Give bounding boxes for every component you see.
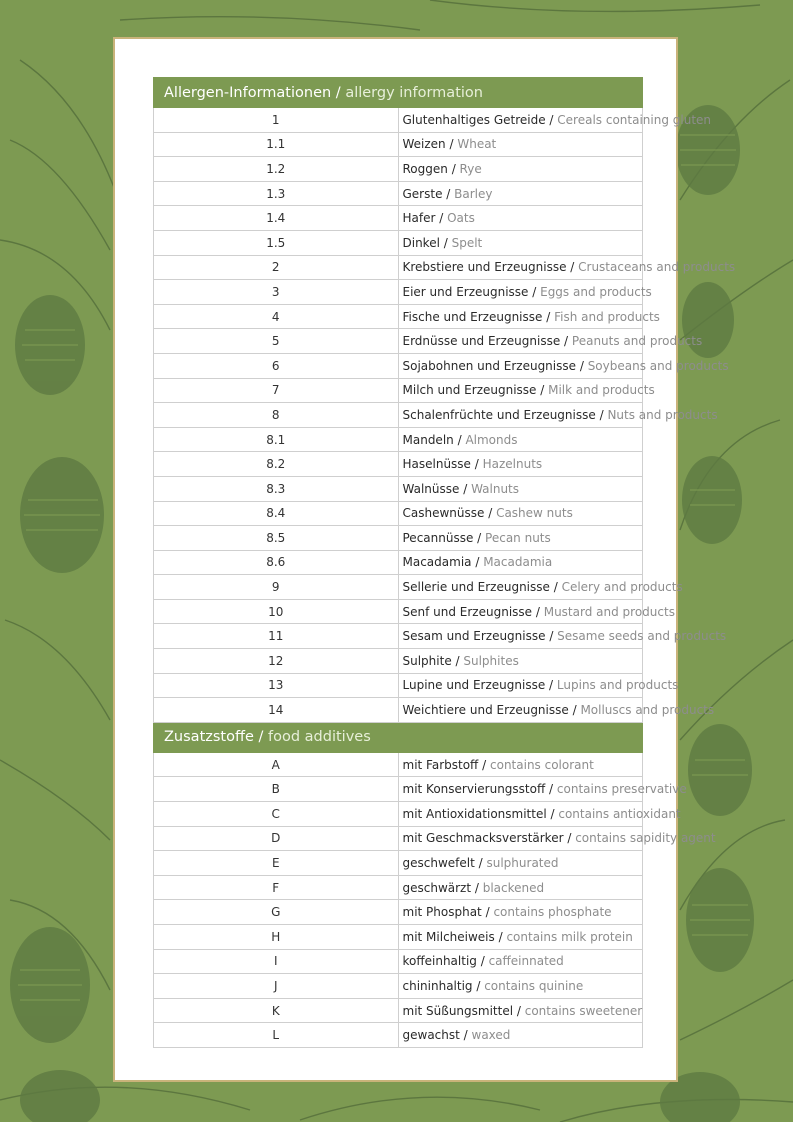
row-description bbox=[398, 900, 643, 925]
row-description bbox=[398, 452, 643, 477]
table-row bbox=[154, 649, 643, 674]
row-label-en: Wheat bbox=[457, 137, 497, 152]
row-label-de: Sulphite bbox=[402, 653, 452, 668]
row-separator: / bbox=[576, 358, 588, 373]
row-label-en: Crustaceans and products bbox=[578, 260, 736, 275]
row-code: 5 bbox=[154, 329, 399, 354]
row-description bbox=[398, 649, 643, 674]
row-label-de: Gerste bbox=[402, 186, 443, 201]
row-label-de: mit Farbstoff bbox=[402, 757, 479, 772]
allergen-card bbox=[113, 37, 736, 1082]
row-label-en: Cashew nuts bbox=[496, 506, 573, 521]
row-separator: / bbox=[484, 506, 497, 521]
row-separator: / bbox=[536, 383, 549, 398]
section-title-en: allergy information bbox=[345, 84, 483, 101]
table-row bbox=[154, 230, 643, 255]
row-separator: / bbox=[481, 905, 494, 920]
table-row bbox=[154, 280, 643, 305]
row-separator: / bbox=[447, 161, 460, 176]
row-separator: / bbox=[560, 334, 572, 349]
row-code: C bbox=[154, 802, 399, 827]
row-label-de: mit Konservierungsstoff bbox=[402, 782, 546, 797]
row-label-en: contains sweetener bbox=[524, 1003, 643, 1018]
row-code: 8.2 bbox=[154, 452, 399, 477]
section-title-de: Allergen-Informationen bbox=[164, 84, 332, 101]
row-separator: / bbox=[478, 757, 490, 772]
section-title-de: Zusatzstoffe bbox=[164, 729, 254, 746]
row-label-en: Cereals containing gluten bbox=[557, 112, 712, 127]
row-label-de: Sesam und Erzeugnisse bbox=[402, 629, 546, 644]
row-label-en: contains colorant bbox=[490, 757, 594, 772]
row-separator: / bbox=[563, 831, 576, 846]
row-label-en: Eggs and products bbox=[540, 284, 652, 299]
section-header bbox=[154, 78, 643, 108]
row-description bbox=[398, 526, 643, 551]
row-code: 1 bbox=[154, 108, 399, 133]
table-row bbox=[154, 427, 643, 452]
row-code: 1.3 bbox=[154, 181, 399, 206]
row-separator: / bbox=[439, 235, 452, 250]
row-description bbox=[398, 403, 718, 428]
row-code: 1.5 bbox=[154, 230, 399, 255]
row-description bbox=[398, 974, 643, 999]
row-label-de: Sojabohnen und Erzeugnisse bbox=[402, 358, 577, 373]
row-code: 1.4 bbox=[154, 206, 399, 231]
row-code: 13 bbox=[154, 673, 399, 698]
row-code: 7 bbox=[154, 378, 399, 403]
row-code: B bbox=[154, 777, 399, 802]
row-label-en: Almonds bbox=[465, 432, 518, 447]
table-row bbox=[154, 378, 643, 403]
row-description bbox=[398, 206, 643, 231]
row-label-de: Weizen bbox=[402, 137, 446, 152]
row-separator: / bbox=[453, 432, 466, 447]
row-code: 12 bbox=[154, 649, 399, 674]
row-label-en: Mustard and products bbox=[543, 604, 675, 619]
section-header bbox=[154, 722, 643, 752]
section-title-separator: / bbox=[331, 84, 346, 101]
row-label-de: Erdnüsse und Erzeugnisse bbox=[402, 334, 561, 349]
section-title bbox=[154, 722, 643, 752]
row-label-de: Roggen bbox=[402, 161, 448, 176]
row-label-en: contains sapidity agent bbox=[575, 831, 716, 846]
row-label-de: Glutenhaltiges Getreide bbox=[402, 112, 546, 127]
row-label-en: sulphurated bbox=[486, 856, 559, 871]
row-code: 1.2 bbox=[154, 157, 399, 182]
row-code: A bbox=[154, 752, 399, 777]
table-row bbox=[154, 575, 643, 600]
row-description bbox=[398, 752, 643, 777]
row-separator: / bbox=[459, 481, 472, 496]
row-separator: / bbox=[435, 211, 448, 226]
row-code: 4 bbox=[154, 304, 399, 329]
row-label-de: Eier und Erzeugnisse bbox=[402, 284, 529, 299]
row-description bbox=[398, 304, 660, 329]
table-row bbox=[154, 157, 643, 182]
row-label-de: Macadamia bbox=[402, 555, 472, 570]
row-label-en: Celery and products bbox=[561, 580, 683, 595]
row-code: L bbox=[154, 1023, 399, 1048]
row-separator: / bbox=[545, 629, 558, 644]
row-separator: / bbox=[442, 186, 455, 201]
row-description bbox=[398, 826, 716, 851]
row-description bbox=[398, 550, 643, 575]
table-row bbox=[154, 974, 643, 999]
row-label-en: blackened bbox=[482, 880, 545, 895]
row-label-en: Soybeans and products bbox=[587, 358, 729, 373]
row-label-en: Oats bbox=[447, 211, 475, 226]
row-label-en: Hazelnuts bbox=[482, 457, 543, 472]
row-separator: / bbox=[566, 260, 579, 275]
row-separator: / bbox=[476, 954, 489, 969]
row-separator: / bbox=[513, 1003, 525, 1018]
section-title-en: food additives bbox=[268, 729, 371, 746]
row-description bbox=[398, 624, 727, 649]
row-label-de: Walnüsse bbox=[402, 481, 460, 496]
section-title bbox=[154, 78, 643, 108]
table-row bbox=[154, 526, 643, 551]
row-code: 14 bbox=[154, 698, 399, 723]
row-separator: / bbox=[546, 806, 559, 821]
row-label-de: Mandeln bbox=[402, 432, 454, 447]
table-row bbox=[154, 452, 643, 477]
row-description bbox=[398, 698, 715, 723]
row-label-de: Milch und Erzeugnisse bbox=[402, 383, 537, 398]
table-row bbox=[154, 900, 643, 925]
row-label-de: Schalenfrüchte und Erzeugnisse bbox=[402, 407, 596, 422]
row-code: 8.1 bbox=[154, 427, 399, 452]
row-separator: / bbox=[545, 782, 557, 797]
table-row bbox=[154, 1023, 643, 1048]
row-description bbox=[398, 802, 681, 827]
row-code: 6 bbox=[154, 353, 399, 378]
row-label-en: Molluscs and products bbox=[580, 703, 715, 718]
table-row bbox=[154, 624, 643, 649]
row-separator: / bbox=[549, 580, 562, 595]
table-row bbox=[154, 108, 643, 133]
row-separator: / bbox=[473, 530, 486, 545]
row-description bbox=[398, 476, 643, 501]
row-description bbox=[398, 599, 675, 624]
row-label-de: Pecannüsse bbox=[402, 530, 474, 545]
row-description bbox=[398, 851, 643, 876]
table-row bbox=[154, 752, 643, 777]
row-label-de: Lupine und Erzeugnisse bbox=[402, 678, 546, 693]
row-description bbox=[398, 427, 643, 452]
table-row bbox=[154, 550, 643, 575]
row-label-en: Lupins and products bbox=[556, 678, 679, 693]
table-row bbox=[154, 851, 643, 876]
row-separator: / bbox=[471, 880, 483, 895]
row-label-de: geschwefelt bbox=[402, 856, 475, 871]
row-label-en: Rye bbox=[459, 161, 482, 176]
row-description bbox=[398, 329, 703, 354]
row-description bbox=[398, 998, 643, 1023]
row-label-en: Barley bbox=[454, 186, 493, 201]
row-description bbox=[398, 181, 643, 206]
row-label-en: contains antioxidant bbox=[558, 806, 681, 821]
table-row bbox=[154, 304, 643, 329]
row-label-en: contains phosphate bbox=[493, 905, 612, 920]
row-separator: / bbox=[474, 856, 487, 871]
row-label-de: mit Süßungsmittel bbox=[402, 1003, 514, 1018]
row-label-de: mit Geschmacksverstärker bbox=[402, 831, 564, 846]
row-separator: / bbox=[542, 309, 555, 324]
row-separator: / bbox=[471, 555, 484, 570]
row-label-en: Sesame seeds and products bbox=[557, 629, 727, 644]
row-label-de: mit Milcheiweis bbox=[402, 929, 495, 944]
row-separator: / bbox=[470, 457, 483, 472]
row-label-de: gewachst bbox=[402, 1028, 460, 1043]
row-label-en: Peanuts and products bbox=[571, 334, 703, 349]
row-code: G bbox=[154, 900, 399, 925]
row-separator: / bbox=[494, 929, 507, 944]
row-description bbox=[398, 777, 687, 802]
row-label-de: Fische und Erzeugnisse bbox=[402, 309, 543, 324]
row-code: 10 bbox=[154, 599, 399, 624]
row-label-de: Senf und Erzeugnisse bbox=[402, 604, 533, 619]
row-description bbox=[398, 949, 643, 974]
table-row bbox=[154, 476, 643, 501]
row-code: H bbox=[154, 925, 399, 950]
row-label-de: Hafer bbox=[402, 211, 436, 226]
row-code: J bbox=[154, 974, 399, 999]
row-label-en: Macadamia bbox=[483, 555, 553, 570]
row-description bbox=[398, 108, 712, 133]
table-row bbox=[154, 599, 643, 624]
row-code: 2 bbox=[154, 255, 399, 280]
row-description bbox=[398, 501, 643, 526]
row-label-en: Sulphites bbox=[463, 653, 519, 668]
row-label-de: geschwärzt bbox=[402, 880, 472, 895]
row-code: 11 bbox=[154, 624, 399, 649]
row-description bbox=[398, 255, 736, 280]
row-description bbox=[398, 230, 643, 255]
row-separator: / bbox=[545, 678, 557, 693]
row-separator: / bbox=[472, 978, 485, 993]
table-row bbox=[154, 826, 643, 851]
table-row bbox=[154, 925, 643, 950]
row-label-de: Weichtiere und Erzeugnisse bbox=[402, 703, 569, 718]
allergen-table bbox=[153, 77, 736, 1048]
row-label-de: Krebstiere und Erzeugnisse bbox=[402, 260, 567, 275]
row-description bbox=[398, 925, 643, 950]
row-label-en: Nuts and products bbox=[607, 407, 718, 422]
row-code: D bbox=[154, 826, 399, 851]
row-code: 8.4 bbox=[154, 501, 399, 526]
row-label-en: Walnuts bbox=[471, 481, 520, 496]
table-row bbox=[154, 501, 643, 526]
row-code: K bbox=[154, 998, 399, 1023]
row-code: F bbox=[154, 875, 399, 900]
row-description bbox=[398, 157, 643, 182]
row-label-en: Spelt bbox=[451, 235, 483, 250]
table-row bbox=[154, 673, 643, 698]
row-code: 8.6 bbox=[154, 550, 399, 575]
row-code: 8.3 bbox=[154, 476, 399, 501]
row-code: 1.1 bbox=[154, 132, 399, 157]
row-label-en: Milk and products bbox=[548, 383, 655, 398]
table-row bbox=[154, 802, 643, 827]
row-label-de: Sellerie und Erzeugnisse bbox=[402, 580, 550, 595]
row-separator: / bbox=[568, 703, 581, 718]
row-code: 3 bbox=[154, 280, 399, 305]
row-description bbox=[398, 575, 683, 600]
row-label-de: mit Antioxidationsmittel bbox=[402, 806, 547, 821]
row-separator: / bbox=[532, 604, 544, 619]
row-description bbox=[398, 1023, 643, 1048]
row-separator: / bbox=[528, 284, 541, 299]
row-label-en: contains milk protein bbox=[506, 929, 633, 944]
table-row bbox=[154, 206, 643, 231]
row-separator: / bbox=[451, 653, 464, 668]
row-label-en: Fish and products bbox=[554, 309, 660, 324]
row-label-en: Pecan nuts bbox=[485, 530, 551, 545]
row-label-de: chininhaltig bbox=[402, 978, 473, 993]
row-label-en: caffeinnated bbox=[488, 954, 564, 969]
table-row bbox=[154, 132, 643, 157]
row-label-en: contains quinine bbox=[484, 978, 584, 993]
table-row bbox=[154, 998, 643, 1023]
row-description bbox=[398, 875, 643, 900]
row-description bbox=[398, 378, 655, 403]
row-description bbox=[398, 132, 643, 157]
row-description bbox=[398, 353, 729, 378]
row-label-en: waxed bbox=[471, 1028, 511, 1043]
row-code: 9 bbox=[154, 575, 399, 600]
row-separator: / bbox=[595, 407, 608, 422]
row-label-de: Dinkel bbox=[402, 235, 440, 250]
row-label-de: Haselnüsse bbox=[402, 457, 471, 472]
table-row bbox=[154, 875, 643, 900]
row-separator: / bbox=[459, 1028, 472, 1043]
table-row bbox=[154, 949, 643, 974]
row-separator: / bbox=[445, 137, 458, 152]
table-row bbox=[154, 777, 643, 802]
table-row bbox=[154, 353, 643, 378]
table-row bbox=[154, 403, 643, 428]
table-row bbox=[154, 181, 643, 206]
row-label-de: Cashewnüsse bbox=[402, 506, 485, 521]
section-title-separator: / bbox=[253, 729, 268, 746]
row-description bbox=[398, 673, 679, 698]
row-code: 8 bbox=[154, 403, 399, 428]
row-code: E bbox=[154, 851, 399, 876]
table-row bbox=[154, 255, 643, 280]
table-row bbox=[154, 329, 643, 354]
table-row bbox=[154, 698, 643, 723]
row-code: 8.5 bbox=[154, 526, 399, 551]
row-label-de: koffeinhaltig bbox=[402, 954, 477, 969]
row-label-de: mit Phosphat bbox=[402, 905, 482, 920]
row-label-en: contains preservative bbox=[556, 782, 687, 797]
row-code: I bbox=[154, 949, 399, 974]
row-separator: / bbox=[545, 112, 558, 127]
row-description bbox=[398, 280, 652, 305]
